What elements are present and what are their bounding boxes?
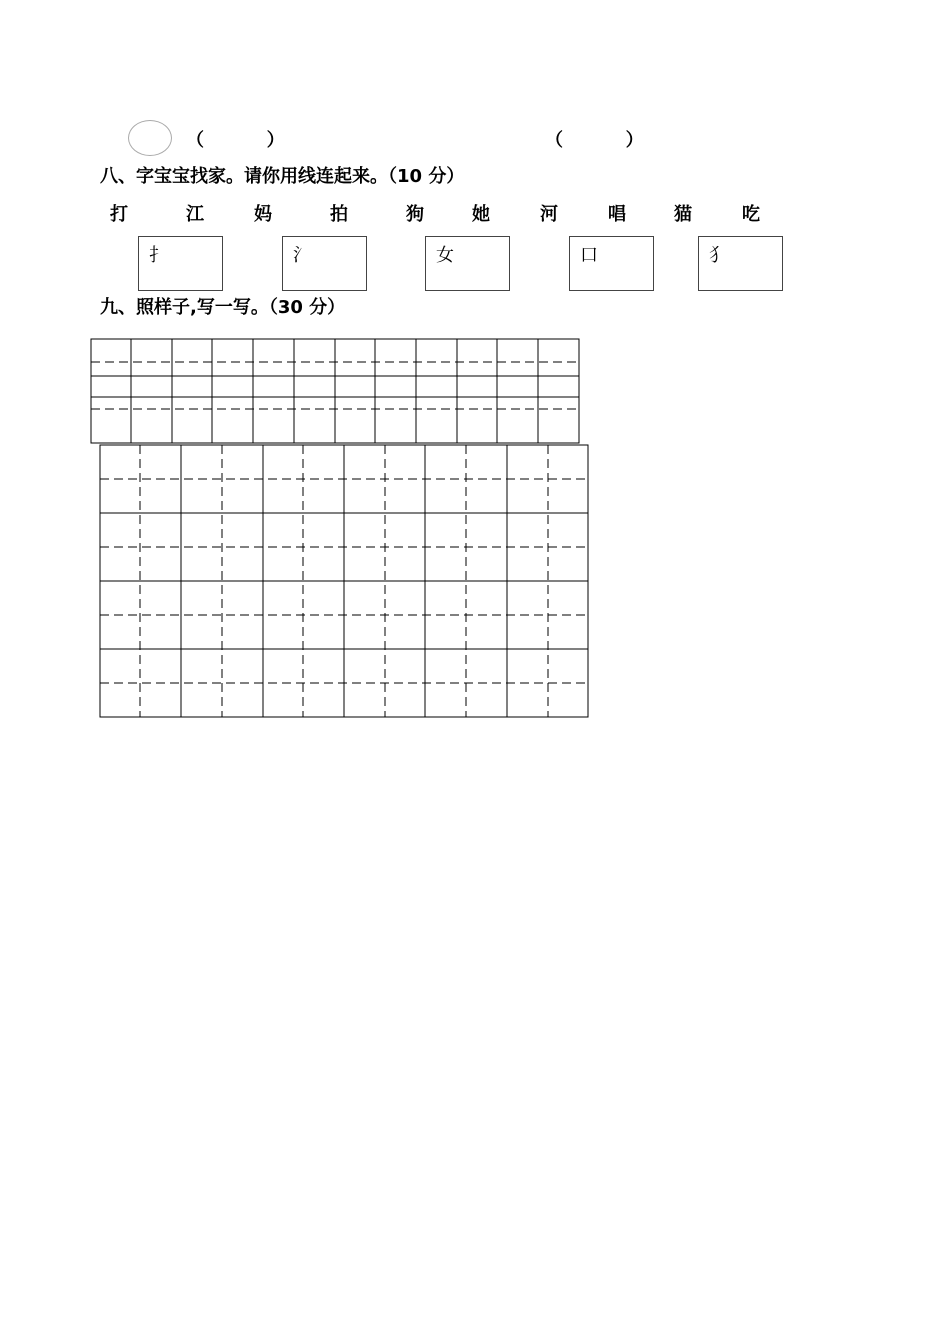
character[interactable]: 拍 [330, 204, 348, 225]
character-grid[interactable] [100, 445, 588, 717]
section-8-heading: 八、字宝宝找家。请你用线连起来。（10 分） [100, 166, 465, 187]
answer-blank-2[interactable]: （ ） [545, 130, 644, 151]
radical-label: 氵 [293, 245, 311, 266]
radical-label: 女 [436, 245, 454, 266]
pinyin-grid[interactable] [91, 339, 579, 443]
character[interactable]: 她 [472, 204, 490, 225]
character[interactable]: 狗 [406, 204, 424, 225]
character[interactable]: 吃 [742, 204, 760, 225]
radical-label: 犭 [709, 245, 727, 266]
character[interactable]: 江 [186, 204, 204, 225]
character[interactable]: 猫 [674, 204, 692, 225]
character[interactable]: 河 [540, 204, 558, 225]
character[interactable]: 唱 [608, 204, 626, 225]
radical-label: 扌 [149, 245, 167, 266]
character[interactable]: 妈 [254, 204, 272, 225]
section-9-heading: 九、照样子,写一写。（30 分） [100, 297, 346, 318]
character[interactable]: 打 [110, 204, 128, 225]
answer-blank-1[interactable]: （ ） [186, 130, 285, 151]
radical-label: 口 [580, 245, 598, 266]
